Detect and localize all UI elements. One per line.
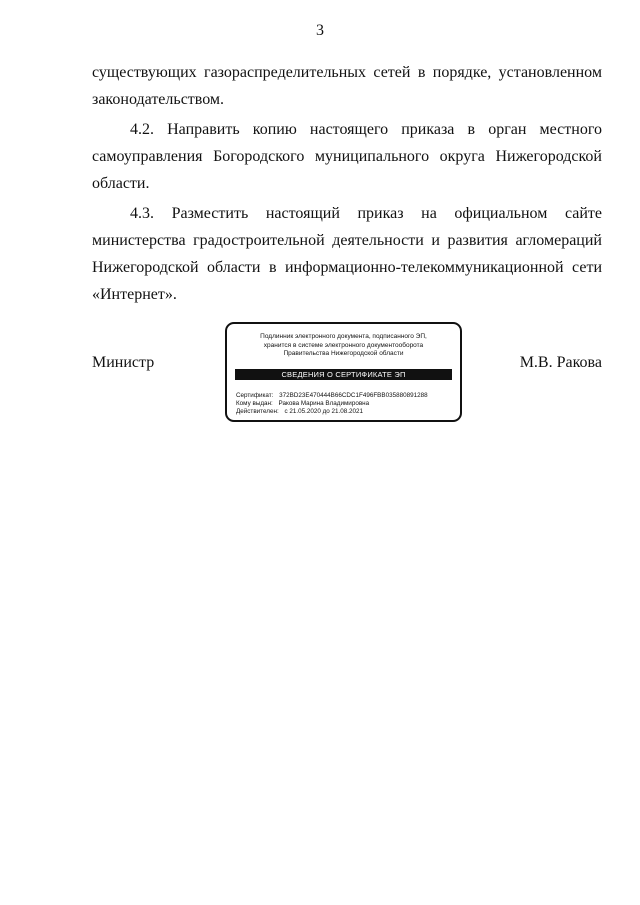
stamp-header-line: Подлинник электронного документа, подписанного ЭП, (260, 333, 427, 340)
certificate-value: 372BD23E470444B66CDC1F496FBB035880891288 (279, 392, 428, 399)
stamp-header-line: Правительства Нижегородской области (283, 350, 404, 357)
paragraph-4-2: 4.2. Направить копию настоящего приказа в орган местного самоуправления Богородского муниципального округа Нижегородской области. (92, 121, 602, 192)
paragraph-4-3: 4.3. Разместить настоящий приказ на официальном сайте министерства градостроительной деятельности и развития агломераций Нижегородской области в информационно-телекоммуникационной сети «Интернет». (92, 205, 602, 303)
issued-to-label: Кому выдан: (236, 400, 273, 407)
issued-to-row (236, 400, 428, 408)
certificate-row (236, 392, 428, 400)
signer-name: М.В. Ракова (519, 354, 602, 371)
stamp-details (236, 392, 428, 416)
issued-to-value: Ракова Марина Владимировна (278, 400, 370, 407)
electronic-signature-stamp (225, 322, 462, 422)
page-number: 3 (316, 22, 324, 39)
paragraph-continuation: существующих газораспределительных сетей в порядке, установленном законодательством. (92, 64, 602, 108)
stamp-header-line: хранится в системе электронного документооборота (263, 341, 424, 349)
validity-value: с 21.05.2020 до 21.08.2021 (284, 408, 364, 415)
stamp-banner: СВЕДЕНИЯ О СЕРТИФИКАТЕ ЭП (235, 369, 452, 380)
certificate-label: Сертификат: (236, 392, 274, 399)
validity-row (236, 408, 428, 416)
signer-title: Министр (92, 354, 155, 371)
stamp-header (227, 333, 460, 359)
validity-label: Действителен: (236, 408, 279, 415)
